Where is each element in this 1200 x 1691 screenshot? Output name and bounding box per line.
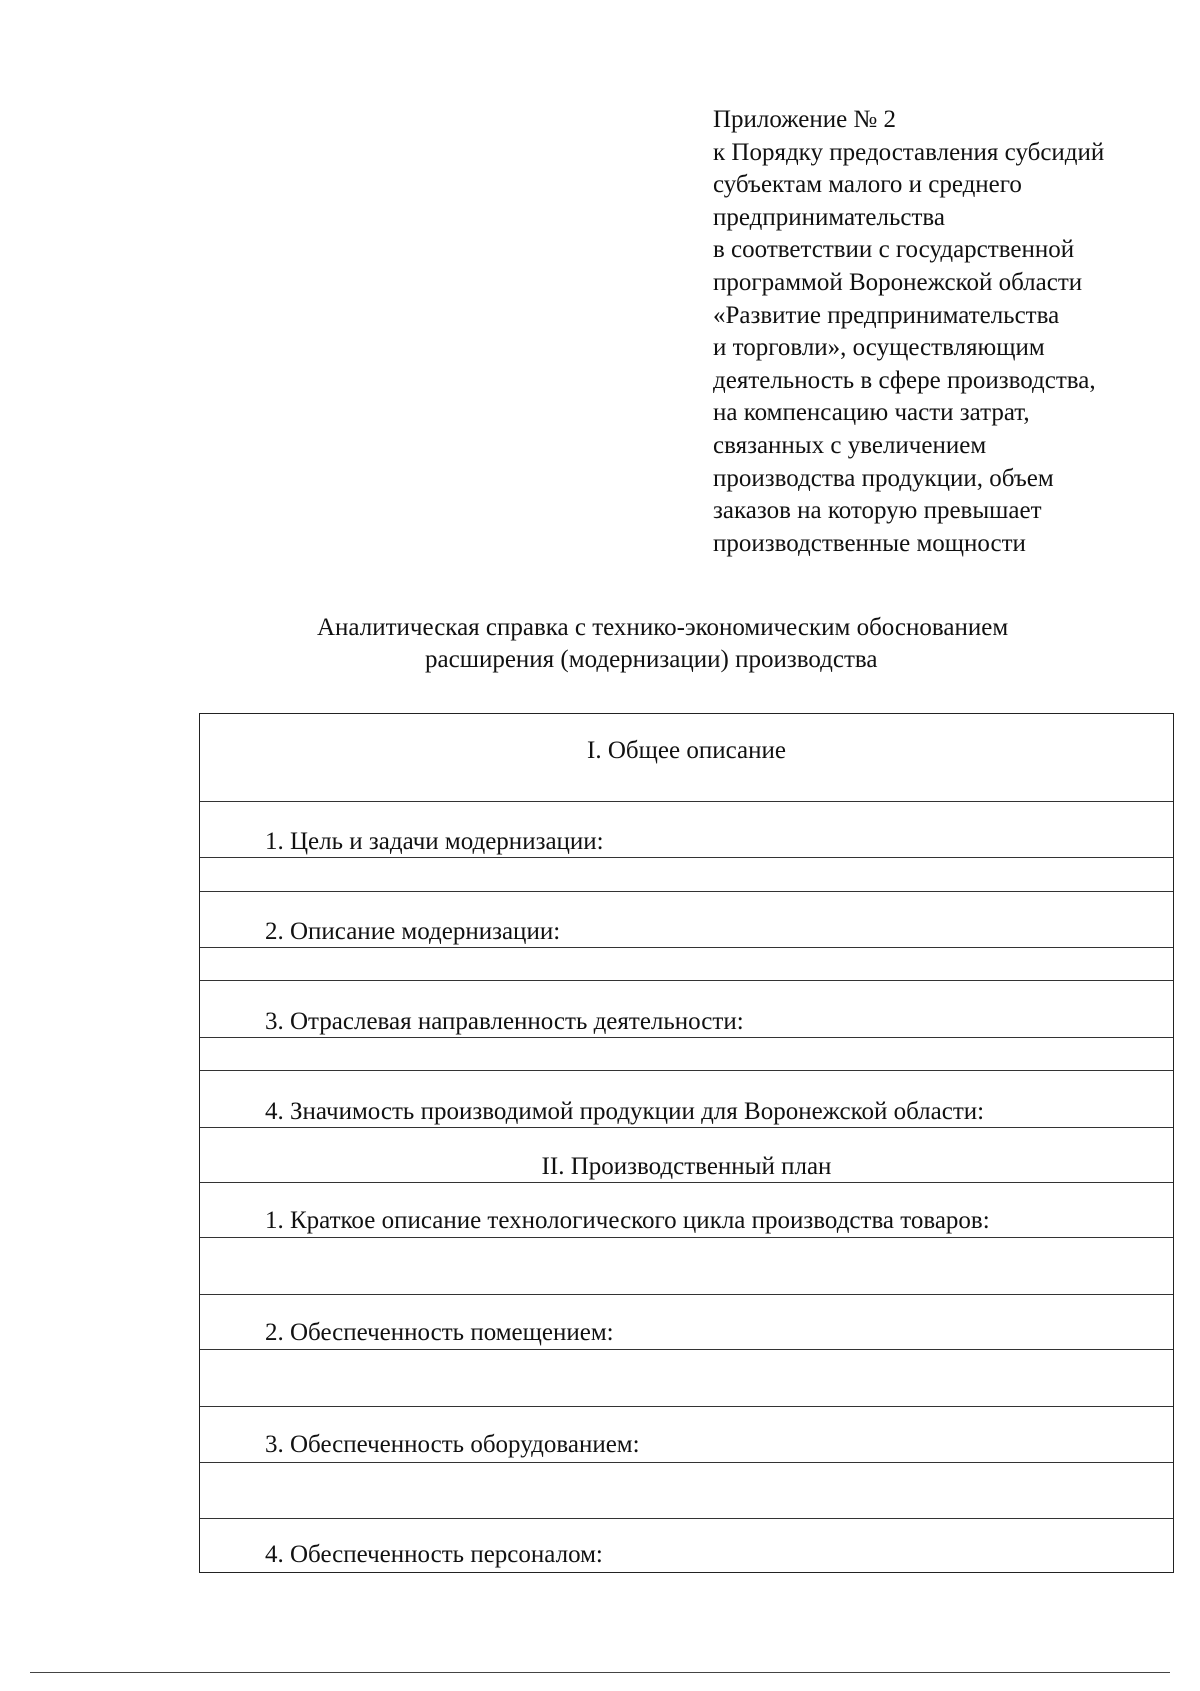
section-2-item-4-label: 4. Обеспеченность персоналом: (265, 1541, 603, 1568)
underline (200, 857, 1173, 858)
appendix-line: «Развитие предпринимательства (713, 301, 1060, 329)
page-bottom-rule (30, 1672, 1170, 1673)
appendix-line: на компенсацию части затрат, (713, 399, 1030, 427)
section-1-item-1-label: 1. Цель и задачи модернизации: (265, 828, 604, 855)
underline (200, 1037, 1173, 1038)
appendix-line: к Порядку предоставления субсидий (713, 138, 1105, 166)
appendix-line: деятельность в сфере производства, (713, 366, 1096, 394)
section-1-heading: I. Общее описание (587, 737, 786, 764)
divider (200, 1294, 1173, 1295)
divider (200, 1518, 1173, 1519)
appendix-line: заказов на которую превышает (713, 497, 1042, 525)
appendix-line: производства продукции, объем (713, 464, 1054, 492)
divider (200, 801, 1173, 802)
section-2-item-1-label: 1. Краткое описание технологического цикла производства товаров: (265, 1207, 990, 1234)
appendix-line: и торговли», осуществляющим (713, 334, 1045, 362)
appendix-line: в соответствии с государственной (713, 236, 1075, 264)
underline (200, 1237, 1173, 1238)
underline (200, 947, 1173, 948)
section-2-item-3-label: 3. Обеспеченность оборудованием: (265, 1431, 640, 1458)
section-1-item-4-label: 4. Значимость производимой продукции для Воронежской области: (265, 1098, 985, 1125)
section-1-item-2-label: 2. Описание модернизации: (265, 918, 561, 945)
appendix-line: субъектам малого и среднего (713, 171, 1022, 199)
underline (200, 1349, 1173, 1350)
section-2-heading: II. Производственный план (541, 1153, 832, 1180)
underline (200, 1462, 1173, 1463)
section-1-item-3-label: 3. Отраслевая направленность деятельности: (265, 1008, 744, 1035)
section-2-item-2-label: 2. Обеспеченность помещением: (265, 1319, 614, 1346)
appendix-line: программой Воронежской области (713, 268, 1083, 296)
divider (200, 980, 1173, 981)
appendix-header (713, 104, 1173, 560)
underline (200, 1127, 1173, 1128)
document-title-line-1: Аналитическая справка с технико-экономическим обоснованием (317, 614, 1009, 641)
appendix-line: производственные мощности (713, 529, 1026, 557)
divider (200, 1406, 1173, 1407)
appendix-line: Приложение № 2 (713, 106, 897, 133)
appendix-line: предпринимательства (713, 203, 945, 231)
document-title-line-2: расширения (модернизации) производства (425, 646, 878, 673)
divider (200, 1182, 1173, 1183)
divider (200, 891, 1173, 892)
divider (200, 1070, 1173, 1071)
form-table (199, 713, 1174, 1573)
appendix-line: связанных с увеличением (713, 431, 987, 459)
